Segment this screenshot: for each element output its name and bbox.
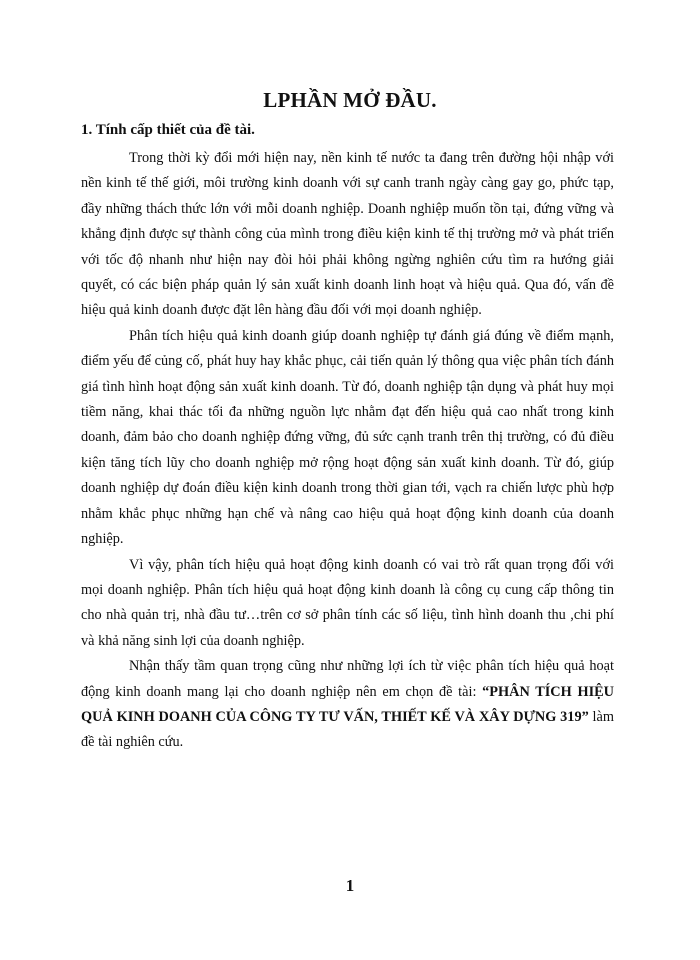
paragraph-4 <box>81 654 614 756</box>
paragraph-4-outro: làm đề tài nghiên cứu. <box>81 708 614 751</box>
section-heading: 1. Tính cấp thiết của đề tài. <box>81 122 255 138</box>
paragraph-2: Phân tích hiệu quả kinh doanh giúp doanh nghiệp tự đánh giá đúng về điểm mạnh, điểm yếu để củng cố, phát huy hay khắc phục, cải tiến quản lý thông qua việc phân tích đánh giá tình hình hoạt động sản xuất kinh doanh. Từ đó, doanh nghiệp tận dụng và phát huy mọi tiềm năng, khai thác tối đa những nguồn lực nhằm đạt đến hiệu quả cao nhất trong kinh doanh, đảm bảo cho doanh nghiệp đứng vững, đủ sức cạnh tranh trên thị trường, có đủ điều kiện tăng tích lũy cho doanh nghiệp mở rộng hoạt động sản xuất kinh doanh. Từ đó, giúp doanh nghiệp dự đoán điều kiện kinh doanh trong thời gian tới, vạch ra chiến lược phù hợp nhằm khắc phục những hạn chế và nâng cao hiệu quả hoạt động kinh doanh của doanh nghiệp. <box>81 327 614 548</box>
paragraph-1: Trong thời kỳ đổi mới hiện nay, nền kinh tế nước ta đang trên đường hội nhập với nền kinh tế thế giới, môi trường kinh doanh với sự canh tranh ngày càng gay go, phức tạp, đầy những thách thức lớn với mỗi doanh nghiệp. Doanh nghiệp muốn tồn tại, đứng vững và khẳng định được sự thành công của mình trong điều kiện kinh tế thị trường mở và phát triển với tốc độ nhanh như hiện nay đòi hỏi phải không ngừng nghiên cứu tìm ra hướng giải quyết, có các biện pháp quản lý sản xuất kinh doanh linh hoạt và hiệu quả. Qua đó, vấn đề hiệu quả kinh doanh được đặt lên hàng đầu đối với mọi doanh nghiệp. <box>81 150 614 319</box>
paragraph-3: Vì vậy, phân tích hiệu quả hoạt động kinh doanh có vai trò rất quan trọng đối với mọi doanh nghiệp. Phân tích hiệu quả hoạt động kinh doanh là công cụ cung cấp thông tin cho nhà quản trị, nhà đầu tư…trên cơ sở phân tính các số liệu, tình hình doanh thu ,chi phí và khả năng sinh lợi của doanh nghiệp. <box>81 556 614 649</box>
body-text <box>81 146 614 756</box>
page-number: 1 <box>345 876 355 895</box>
thesis-topic: “PHÂN TÍCH HIỆU QUẢ KINH DOANH CỦA CÔNG TY TƯ VẤN, THIẾT KẾ VÀ XÂY DỰNG 319” <box>81 683 614 725</box>
paragraph-4-intro: Nhận thấy tầm quan trọng cũng như những lợi ích từ việc phân tích hiệu quả hoạt động kinh doanh mang lại cho doanh nghiệp nên em chọn đề tài: <box>81 658 614 700</box>
page-title: LPHẦN MỞ ĐẦU. <box>263 88 437 112</box>
